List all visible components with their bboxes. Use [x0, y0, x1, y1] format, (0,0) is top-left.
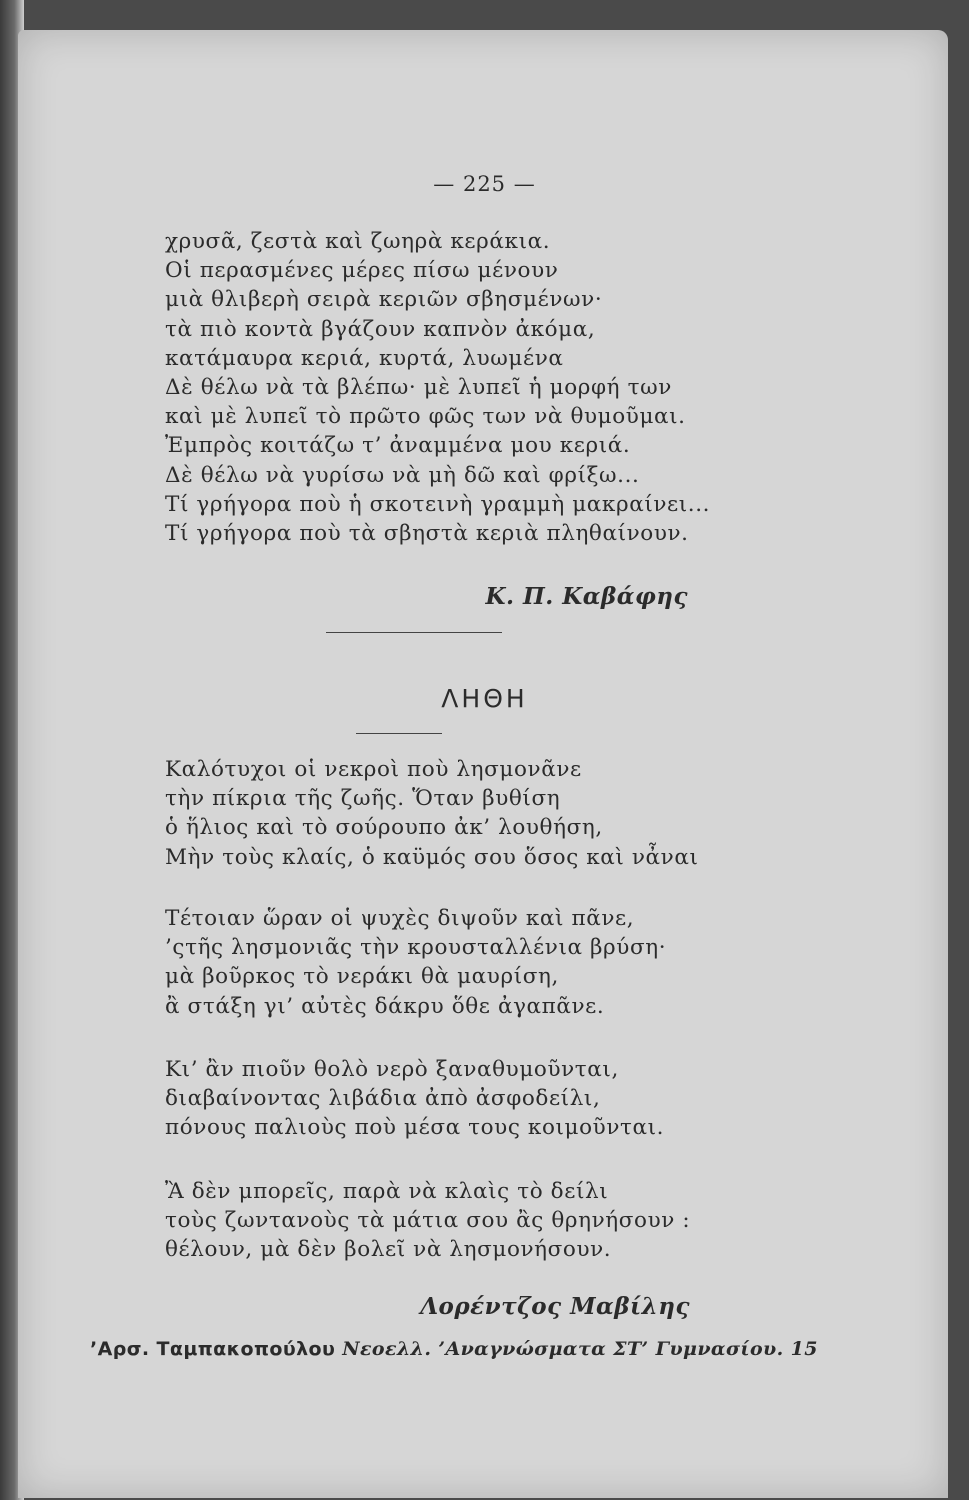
poem-line: μιὰ θλιβερὴ σειρὰ κεριῶν σβησμένων· [165, 287, 603, 313]
poem-line: Μὴν τοὺς κλαίς, ὁ καϋμός σου ὅσος καὶ νἆναι [165, 844, 699, 870]
poem-line: καὶ μὲ λυπεῖ τὸ πρῶτο φῶς των νὰ θυμοῦμαι. [165, 404, 686, 430]
poem-line: πόνους παλιοὺς ποὺ μέσα τους κοιμοῦνται. [165, 1115, 665, 1141]
poem-line: τοὺς ζωντανοὺς τὰ μάτια σου ἂς θρηνήσουν : [165, 1208, 691, 1234]
footer-book-title: Νεοελλ. ’Αναγνώσματα ΣΤ’ Γυμνασίου. [342, 1338, 784, 1360]
poem-line: Τί γρήγορα ποὺ τὰ σβηστὰ κεριὰ πληθαίνουν. [165, 521, 689, 547]
poem2-stanza-4 [165, 1177, 690, 1265]
poem-line: Τέτοιαν ὥραν οἱ ψυχὲς διψοῦν καὶ πᾶνε, [165, 906, 635, 931]
poem2-stanza-2 [165, 904, 666, 1021]
footer-sheet-number: 15 [790, 1338, 818, 1360]
poem-line: διαβαίνοντας λιβάδια ἀπὸ ἀσφοδείλι, [165, 1086, 601, 1112]
poem-line: Οἱ περασμένες μέρες πίσω μένουν [165, 258, 559, 284]
poem2-author: Λορέντζος Μαβίλης [420, 1293, 690, 1320]
poem2-stanza-1 [165, 755, 699, 872]
poem-line: Δὲ θέλω νὰ γυρίσω νὰ μὴ δῶ καὶ φρίξω... [165, 462, 640, 488]
poem-line: χρυσᾶ, ζεστὰ καὶ ζωηρὰ κεράκια. [165, 229, 551, 254]
page-footer [90, 1338, 818, 1360]
poem-line: Καλότυχοι οἱ νεκροὶ ποὺ λησμονᾶνε [165, 757, 582, 782]
footer-publisher: ’Αρσ. Ταμπακοπούλου [90, 1338, 336, 1360]
poem-line: μὰ βοῦρκος τὸ νεράκι θὰ μαυρίση, [165, 964, 559, 990]
poem-line: ὁ ἥλιος καὶ τὸ σούρουπο ἀκ’ λουθήση, [165, 815, 603, 841]
poem-line: ἂ στάξη γι’ αὐτὲς δάκρυ ὅθε ἀγαπᾶνε. [165, 993, 605, 1019]
poem-line: θέλουν, μὰ δὲν βολεῖ νὰ λησμονήσουν. [165, 1237, 612, 1263]
poem-line: Τί γρήγορα ποὺ ἡ σκοτεινὴ γραμμὴ μακραίνει... [165, 491, 711, 517]
title-underline [356, 733, 442, 734]
poem-line: Δὲ θέλω νὰ τὰ βλέπω· μὲ λυπεῖ ἡ μορφή των [165, 375, 672, 401]
poem1-author: Κ. Π. Καβάφης [485, 583, 688, 610]
poem2-stanza-3 [165, 1055, 664, 1143]
section-divider [326, 632, 502, 633]
page-number: — 225 — [433, 172, 536, 196]
poem-line: τὴν πίκρια τῆς ζωῆς. Ὅταν βυθίση [165, 786, 561, 812]
poem-line: τὰ πιὸ κοντὰ βγάζουν καπνὸν ἀκόμα, [165, 316, 596, 342]
poem-line: κατάμαυρα κεριά, κυρτά, λυωμένα [165, 345, 564, 371]
poem-line: Κι’ ἂν πιοῦν θολὸ νερὸ ξαναθυμοῦνται, [165, 1057, 619, 1082]
poem1-body [165, 227, 710, 548]
poem-line: Ἐμπρὸς κοιτάζω τ’ ἀναμμένα μου κεριά. [165, 433, 631, 459]
poem2-title: ΛΗΘΗ [441, 684, 528, 713]
poem-line: Ἂ δὲν μπορεῖς, παρὰ νὰ κλαὶς τὸ δείλι [165, 1179, 609, 1204]
poem-line: ’ςτῆς λησμονιᾶς τὴν κρουσταλλένια βρύση· [165, 935, 667, 961]
